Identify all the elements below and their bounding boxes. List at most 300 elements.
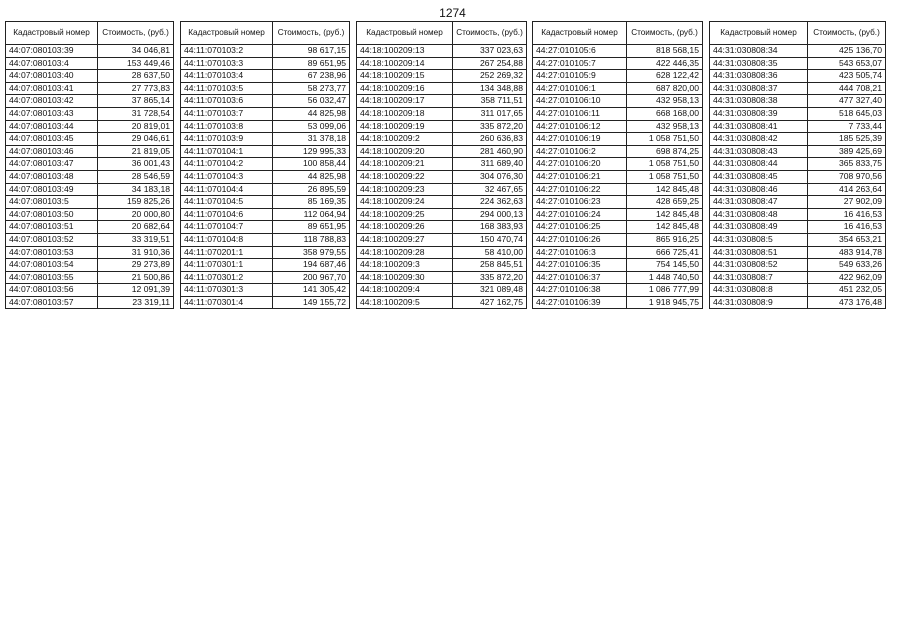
- cost-value: 432 958,13: [627, 95, 703, 108]
- cadastral-number: 44:27:010106:38: [533, 284, 627, 297]
- cadastral-number: 44:27:010106:1: [533, 82, 627, 95]
- cost-value: 23 319,11: [98, 296, 174, 309]
- cadastral-number: 44:27:010106:19: [533, 133, 627, 146]
- table-row: [181, 221, 350, 234]
- table-row: [710, 183, 886, 196]
- cadastral-number: 44:07:080103:51: [6, 221, 98, 234]
- table-row: [533, 296, 703, 309]
- table-row: [710, 57, 886, 70]
- header-cost: Стоимость, (руб.): [453, 22, 527, 45]
- cadastral-number: 44:31:030808:48: [710, 208, 808, 221]
- table-row: [710, 284, 886, 297]
- cadastral-number: 44:07:080103:54: [6, 259, 98, 272]
- table-row: [533, 158, 703, 171]
- cost-value: 432 958,13: [627, 120, 703, 133]
- table-row: [357, 45, 527, 58]
- cadastral-number: 44:31:030808:47: [710, 196, 808, 209]
- cadastral-number: 44:07:080103:5: [6, 196, 98, 209]
- cost-value: 16 416,53: [808, 221, 886, 234]
- cadastral-number: 44:07:080103:45: [6, 133, 98, 146]
- table-row: [181, 246, 350, 259]
- cost-value: 444 708,21: [808, 82, 886, 95]
- cost-value: 12 091,39: [98, 284, 174, 297]
- cost-value: 518 645,03: [808, 107, 886, 120]
- table-row: [6, 158, 174, 171]
- table-row: [181, 45, 350, 58]
- cadastral-number: 44:07:080103:49: [6, 183, 98, 196]
- cost-value: 21 500,86: [98, 271, 174, 284]
- table-row: [533, 82, 703, 95]
- cadastral-number: 44:11:070103:9: [181, 133, 273, 146]
- cost-value: 708 970,56: [808, 170, 886, 183]
- cost-value: 224 362,63: [453, 196, 527, 209]
- table-row: [710, 246, 886, 259]
- cost-value: 358 979,55: [273, 246, 350, 259]
- table-row: [181, 170, 350, 183]
- header-cadastral-number: Кадастровый номер: [710, 22, 808, 45]
- table-row: [181, 158, 350, 171]
- cadastral-number: 44:27:010106:12: [533, 120, 627, 133]
- table-row: [357, 133, 527, 146]
- cadastral-number: 44:31:030808:46: [710, 183, 808, 196]
- cadastral-number: 44:11:070301:4: [181, 296, 273, 309]
- cadastral-number: 44:31:030808:41: [710, 120, 808, 133]
- cost-value: 666 725,41: [627, 246, 703, 259]
- cost-value: 687 820,00: [627, 82, 703, 95]
- table-row: [6, 120, 174, 133]
- table-row: [357, 284, 527, 297]
- table-row: [6, 221, 174, 234]
- cost-value: 865 916,25: [627, 233, 703, 246]
- cadastral-number: 44:11:070103:2: [181, 45, 273, 58]
- cadastral-number: 44:31:030808:52: [710, 259, 808, 272]
- cadastral-number: 44:11:070104:2: [181, 158, 273, 171]
- cadastral-number: 44:31:030808:39: [710, 107, 808, 120]
- cost-value: 473 176,48: [808, 296, 886, 309]
- header-cadastral-number: Кадастровый номер: [6, 22, 98, 45]
- table-row: [6, 145, 174, 158]
- cost-value: 32 467,65: [453, 183, 527, 196]
- cost-value: 543 653,07: [808, 57, 886, 70]
- cadastral-number: 44:27:010105:9: [533, 70, 627, 83]
- cadastral-number: 44:07:080103:42: [6, 95, 98, 108]
- cadastral-number: 44:18:100209:13: [357, 45, 453, 58]
- cadastral-number: 44:27:010106:24: [533, 208, 627, 221]
- table-row: [710, 296, 886, 309]
- table-row: [357, 95, 527, 108]
- header-cadastral-number: Кадастровый номер: [533, 22, 627, 45]
- table-row: [710, 70, 886, 83]
- cadastral-number: 44:27:010106:22: [533, 183, 627, 196]
- cost-value: 185 525,39: [808, 133, 886, 146]
- table-row: [6, 82, 174, 95]
- cost-value: 28 546,59: [98, 170, 174, 183]
- table-row: [533, 183, 703, 196]
- cost-value: 31 910,36: [98, 246, 174, 259]
- cost-value: 44 825,98: [273, 170, 350, 183]
- cadastral-number: 44:07:080103:55: [6, 271, 98, 284]
- cadastral-number: 44:11:070103:6: [181, 95, 273, 108]
- cost-value: 358 711,51: [453, 95, 527, 108]
- table-row: [6, 259, 174, 272]
- cost-value: 252 269,32: [453, 70, 527, 83]
- cadastral-table-2: [180, 21, 350, 309]
- cadastral-number: 44:27:010106:37: [533, 271, 627, 284]
- cost-value: 20 819,01: [98, 120, 174, 133]
- cost-value: 7 733,44: [808, 120, 886, 133]
- cadastral-number: 44:11:070103:5: [181, 82, 273, 95]
- cadastral-number: 44:31:030808:45: [710, 170, 808, 183]
- cost-value: 85 169,35: [273, 196, 350, 209]
- cadastral-number: 44:11:070104:7: [181, 221, 273, 234]
- table-row: [357, 259, 527, 272]
- cost-value: 141 305,42: [273, 284, 350, 297]
- cadastral-number: 44:11:070104:8: [181, 233, 273, 246]
- table-row: [181, 95, 350, 108]
- cadastral-number: 44:18:100209:2: [357, 133, 453, 146]
- cadastral-number: 44:11:070103:7: [181, 107, 273, 120]
- cost-value: 112 064,94: [273, 208, 350, 221]
- cadastral-number: 44:07:080103:44: [6, 120, 98, 133]
- cadastral-number: 44:31:030808:44: [710, 158, 808, 171]
- table-row: [357, 221, 527, 234]
- cadastral-number: 44:11:070103:4: [181, 70, 273, 83]
- table-row: [181, 296, 350, 309]
- table-row: [710, 82, 886, 95]
- cost-value: 1 918 945,75: [627, 296, 703, 309]
- cadastral-number: 44:11:070104:5: [181, 196, 273, 209]
- table-row: [6, 296, 174, 309]
- cost-value: 258 845,51: [453, 259, 527, 272]
- cadastral-number: 44:18:100209:17: [357, 95, 453, 108]
- table-row: [710, 208, 886, 221]
- cost-value: 149 155,72: [273, 296, 350, 309]
- table-row: [357, 170, 527, 183]
- cadastral-number: 44:27:010106:23: [533, 196, 627, 209]
- table-row: [710, 196, 886, 209]
- table-row: [6, 57, 174, 70]
- table-row: [533, 107, 703, 120]
- cadastral-number: 44:11:070104:1: [181, 145, 273, 158]
- cost-value: 294 000,13: [453, 208, 527, 221]
- table-row: [357, 107, 527, 120]
- table-row: [6, 271, 174, 284]
- cadastral-number: 44:27:010106:25: [533, 221, 627, 234]
- cost-value: 200 967,70: [273, 271, 350, 284]
- cadastral-number: 44:31:030808:9: [710, 296, 808, 309]
- table-row: [710, 95, 886, 108]
- table-row: [710, 259, 886, 272]
- table-row: [710, 271, 886, 284]
- cost-value: 56 032,47: [273, 95, 350, 108]
- table-row: [533, 246, 703, 259]
- cost-value: 483 914,78: [808, 246, 886, 259]
- cost-value: 98 617,15: [273, 45, 350, 58]
- cost-value: 36 001,43: [98, 158, 174, 171]
- cost-value: 150 470,74: [453, 233, 527, 246]
- table-row: [181, 57, 350, 70]
- cadastral-number: 44:31:030808:49: [710, 221, 808, 234]
- cost-value: 58 273,77: [273, 82, 350, 95]
- cost-value: 628 122,42: [627, 70, 703, 83]
- table-row: [710, 133, 886, 146]
- table-row: [6, 45, 174, 58]
- cadastral-number: 44:27:010106:39: [533, 296, 627, 309]
- cadastral-number: 44:31:030808:35: [710, 57, 808, 70]
- cost-value: 28 637,50: [98, 70, 174, 83]
- table-row: [357, 296, 527, 309]
- table-row: [6, 196, 174, 209]
- cost-value: 142 845,48: [627, 208, 703, 221]
- cadastral-number: 44:27:010106:2: [533, 145, 627, 158]
- table-row: [533, 57, 703, 70]
- cost-value: 29 273,89: [98, 259, 174, 272]
- cost-value: 58 410,00: [453, 246, 527, 259]
- table-row: [710, 107, 886, 120]
- cadastral-number: 44:18:100209:19: [357, 120, 453, 133]
- table-row: [533, 133, 703, 146]
- cost-value: 549 633,26: [808, 259, 886, 272]
- cost-value: 20 682,64: [98, 221, 174, 234]
- table-row: [710, 221, 886, 234]
- cost-value: 129 995,33: [273, 145, 350, 158]
- table-row: [181, 196, 350, 209]
- cadastral-number: 44:31:030808:43: [710, 145, 808, 158]
- table-row: [357, 70, 527, 83]
- table-row: [710, 158, 886, 171]
- cadastral-number: 44:18:100209:27: [357, 233, 453, 246]
- cadastral-number: 44:11:070103:3: [181, 57, 273, 70]
- cost-value: 311 689,40: [453, 158, 527, 171]
- cost-value: 27 773,83: [98, 82, 174, 95]
- cadastral-number: 44:07:080103:56: [6, 284, 98, 297]
- cadastral-number: 44:07:080103:47: [6, 158, 98, 171]
- cadastral-number: 44:27:010106:26: [533, 233, 627, 246]
- cost-value: 31 728,54: [98, 107, 174, 120]
- table-row: [533, 120, 703, 133]
- table-row: [357, 246, 527, 259]
- table-row: [6, 246, 174, 259]
- header-cost: Стоимость, (руб.): [808, 22, 886, 45]
- cadastral-number: 44:07:080103:43: [6, 107, 98, 120]
- cadastral-number: 44:27:010106:10: [533, 95, 627, 108]
- cadastral-number: 44:18:100209:28: [357, 246, 453, 259]
- cadastral-number: 44:27:010105:7: [533, 57, 627, 70]
- cadastral-number: 44:18:100209:3: [357, 259, 453, 272]
- cadastral-number: 44:07:080103:57: [6, 296, 98, 309]
- cost-value: 698 874,25: [627, 145, 703, 158]
- table-row: [181, 120, 350, 133]
- table-row: [181, 183, 350, 196]
- cost-value: 1 058 751,50: [627, 133, 703, 146]
- table-row: [181, 284, 350, 297]
- cadastral-number: 44:18:100209:25: [357, 208, 453, 221]
- cost-value: 428 659,25: [627, 196, 703, 209]
- table-row: [533, 170, 703, 183]
- table-row: [710, 233, 886, 246]
- cadastral-table-4: [532, 21, 703, 309]
- cost-value: 321 089,48: [453, 284, 527, 297]
- cadastral-number: 44:18:100209:21: [357, 158, 453, 171]
- header-cost: Стоимость, (руб.): [627, 22, 703, 45]
- cost-value: 1 086 777,99: [627, 284, 703, 297]
- cost-value: 34 046,81: [98, 45, 174, 58]
- cost-value: 31 378,18: [273, 133, 350, 146]
- table-row: [533, 233, 703, 246]
- cadastral-number: 44:31:030808:36: [710, 70, 808, 83]
- cadastral-number: 44:07:080103:39: [6, 45, 98, 58]
- cadastral-number: 44:07:080103:48: [6, 170, 98, 183]
- cost-value: 26 895,59: [273, 183, 350, 196]
- cost-value: 425 136,70: [808, 45, 886, 58]
- cost-value: 118 788,83: [273, 233, 350, 246]
- cadastral-number: 44:18:100209:20: [357, 145, 453, 158]
- cadastral-number: 44:18:100209:14: [357, 57, 453, 70]
- cadastral-number: 44:31:030808:8: [710, 284, 808, 297]
- cadastral-number: 44:31:030808:5: [710, 233, 808, 246]
- cost-value: 304 076,30: [453, 170, 527, 183]
- table-row: [6, 183, 174, 196]
- cost-value: 1 058 751,50: [627, 170, 703, 183]
- cadastral-number: 44:18:100209:23: [357, 183, 453, 196]
- table-row: [533, 221, 703, 234]
- table-row: [710, 145, 886, 158]
- cost-value: 422 446,35: [627, 57, 703, 70]
- cadastral-number: 44:27:010106:11: [533, 107, 627, 120]
- header-cadastral-number: Кадастровый номер: [357, 22, 453, 45]
- cost-value: 414 263,64: [808, 183, 886, 196]
- cadastral-number: 44:27:010106:20: [533, 158, 627, 171]
- table-row: [710, 45, 886, 58]
- table-row: [533, 284, 703, 297]
- cost-value: 354 653,21: [808, 233, 886, 246]
- cadastral-number: 44:07:080103:40: [6, 70, 98, 83]
- table-row: [357, 82, 527, 95]
- cadastral-number: 44:18:100209:16: [357, 82, 453, 95]
- table-row: [533, 208, 703, 221]
- table-row: [181, 233, 350, 246]
- cost-value: 754 145,50: [627, 259, 703, 272]
- cadastral-number: 44:11:070301:3: [181, 284, 273, 297]
- cadastral-number: 44:07:080103:4: [6, 57, 98, 70]
- cadastral-number: 44:11:070301:1: [181, 259, 273, 272]
- table-row: [181, 259, 350, 272]
- cost-value: 142 845,48: [627, 221, 703, 234]
- cost-value: 260 636,83: [453, 133, 527, 146]
- header-cost: Стоимость, (руб.): [98, 22, 174, 45]
- cost-value: 168 383,93: [453, 221, 527, 234]
- cost-value: 1 448 740,50: [627, 271, 703, 284]
- cost-value: 1 058 751,50: [627, 158, 703, 171]
- cadastral-number: 44:11:070103:8: [181, 120, 273, 133]
- cadastral-number: 44:31:030808:42: [710, 133, 808, 146]
- cadastral-number: 44:11:070104:3: [181, 170, 273, 183]
- cost-value: 44 825,98: [273, 107, 350, 120]
- cost-value: 134 348,88: [453, 82, 527, 95]
- cost-value: 281 460,90: [453, 145, 527, 158]
- cadastral-number: 44:18:100209:5: [357, 296, 453, 309]
- table-row: [357, 158, 527, 171]
- table-row: [357, 120, 527, 133]
- cadastral-number: 44:18:100209:22: [357, 170, 453, 183]
- table-row: [533, 271, 703, 284]
- cadastral-number: 44:11:070104:6: [181, 208, 273, 221]
- cost-value: 89 651,95: [273, 221, 350, 234]
- cost-value: 67 238,96: [273, 70, 350, 83]
- table-row: [357, 183, 527, 196]
- table-row: [181, 70, 350, 83]
- cost-value: 142 845,48: [627, 183, 703, 196]
- table-row: [357, 233, 527, 246]
- cost-value: 451 232,05: [808, 284, 886, 297]
- cadastral-table-3: [356, 21, 527, 309]
- table-row: [533, 70, 703, 83]
- table-row: [6, 133, 174, 146]
- cost-value: 427 162,75: [453, 296, 527, 309]
- table-row: [181, 208, 350, 221]
- cost-value: 422 962,09: [808, 271, 886, 284]
- cadastral-number: 44:31:030808:7: [710, 271, 808, 284]
- cadastral-number: 44:31:030808:37: [710, 82, 808, 95]
- table-row: [357, 57, 527, 70]
- cadastral-number: 44:18:100209:26: [357, 221, 453, 234]
- cost-value: 29 046,61: [98, 133, 174, 146]
- header-cost: Стоимость, (руб.): [273, 22, 350, 45]
- cost-value: 477 327,40: [808, 95, 886, 108]
- cost-value: 16 416,53: [808, 208, 886, 221]
- cost-value: 311 017,65: [453, 107, 527, 120]
- cost-value: 194 687,46: [273, 259, 350, 272]
- cadastral-number: 44:31:030808:51: [710, 246, 808, 259]
- table-row: [533, 95, 703, 108]
- table-row: [710, 170, 886, 183]
- cadastral-number: 44:18:100209:15: [357, 70, 453, 83]
- table-row: [357, 208, 527, 221]
- cadastral-number: 44:07:080103:41: [6, 82, 98, 95]
- table-row: [533, 45, 703, 58]
- cadastral-number: 44:31:030808:34: [710, 45, 808, 58]
- table-row: [357, 196, 527, 209]
- table-row: [181, 133, 350, 146]
- cost-value: 423 505,74: [808, 70, 886, 83]
- cadastral-number: 44:11:070201:1: [181, 246, 273, 259]
- table-row: [533, 259, 703, 272]
- cadastral-table-5: [709, 21, 886, 309]
- cadastral-table-1: [5, 21, 174, 309]
- cadastral-number: 44:07:080103:50: [6, 208, 98, 221]
- cost-value: 89 651,95: [273, 57, 350, 70]
- cadastral-number: 44:27:010106:21: [533, 170, 627, 183]
- cost-value: 27 902,09: [808, 196, 886, 209]
- cost-value: 37 865,14: [98, 95, 174, 108]
- cadastral-number: 44:11:070104:4: [181, 183, 273, 196]
- cadastral-number: 44:27:010106:35: [533, 259, 627, 272]
- cost-value: 34 183,18: [98, 183, 174, 196]
- table-row: [357, 145, 527, 158]
- cost-value: 668 168,00: [627, 107, 703, 120]
- cadastral-number: 44:07:080103:53: [6, 246, 98, 259]
- table-row: [6, 208, 174, 221]
- cost-value: 159 825,26: [98, 196, 174, 209]
- table-row: [181, 271, 350, 284]
- cost-value: 33 319,51: [98, 233, 174, 246]
- table-row: [181, 82, 350, 95]
- cost-value: 389 425,69: [808, 145, 886, 158]
- table-row: [6, 233, 174, 246]
- table-row: [6, 107, 174, 120]
- cadastral-number: 44:18:100209:24: [357, 196, 453, 209]
- cost-value: 21 819,05: [98, 145, 174, 158]
